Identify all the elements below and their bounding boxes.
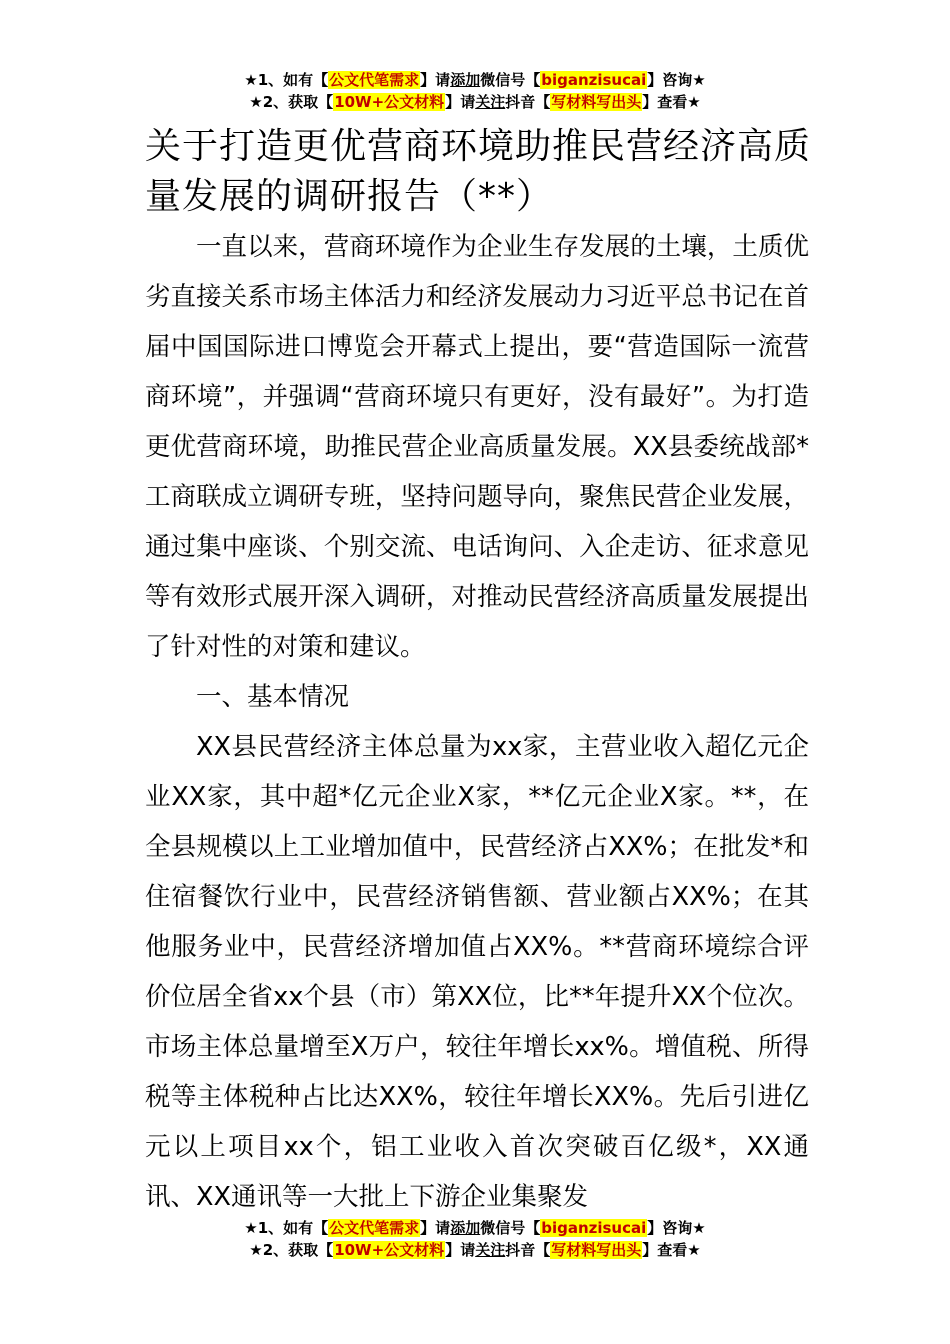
banner-highlight: 写材料写出头 bbox=[551, 93, 642, 111]
banner-text: ★2、获取【 bbox=[249, 1241, 334, 1259]
banner-highlight: 写材料写出头 bbox=[551, 1241, 642, 1259]
banner-line-1 bbox=[0, 69, 950, 91]
banner-text: ★1、如有【 bbox=[244, 71, 329, 89]
banner-highlight: biganzisucai bbox=[541, 1219, 647, 1237]
banner-text: 】查看★ bbox=[642, 93, 701, 111]
top-banner bbox=[0, 69, 950, 113]
banner-text: ★1、如有【 bbox=[244, 1219, 329, 1237]
banner-text: 微信号【 bbox=[480, 71, 541, 89]
banner-text: 微信号【 bbox=[480, 1219, 541, 1237]
banner-highlight: 10W+公文材料 bbox=[334, 93, 445, 111]
document-title: 关于打造更优营商环境助推民营经济高质量发展的调研报告（**） bbox=[145, 126, 812, 217]
banner-line-2 bbox=[0, 1239, 950, 1261]
banner-text: 】请 bbox=[420, 1219, 451, 1237]
banner-underlined: 添加 bbox=[450, 1219, 481, 1237]
banner-highlight: 公文代笔需求 bbox=[329, 71, 420, 89]
document-body bbox=[145, 222, 809, 1222]
banner-text: 抖音【 bbox=[505, 93, 551, 111]
banner-text: 】请 bbox=[420, 71, 451, 89]
banner-text: ★2、获取【 bbox=[249, 93, 334, 111]
banner-text: 】请 bbox=[445, 1241, 476, 1259]
banner-text: 抖音【 bbox=[505, 1241, 551, 1259]
banner-highlight: 公文代笔需求 bbox=[329, 1219, 420, 1237]
banner-highlight: biganzisucai bbox=[541, 71, 647, 89]
banner-underlined: 添加 bbox=[450, 71, 481, 89]
banner-highlight: 10W+公文材料 bbox=[334, 1241, 445, 1259]
banner-text: 】查看★ bbox=[642, 1241, 701, 1259]
banner-underlined: 关注 bbox=[475, 1241, 506, 1259]
body-paragraph: XX县民营经济主体总量为xx家，主营业收入超亿元企业XX家，其中超*亿元企业X家，**亿元企业X家。**，在全县规模以上工业增加值中，民营经济占XX%；在批发*和住宿餐饮行业中，民营经济销售额、营业额占XX%；在其他服务业中，民营经济增加值占XX%。**营商环境综合评价位居全省xx个县（市）第XX位，比**年提升XX个位次。市场主体总量增至X万户，较往年增长xx%。增值税、所得税等主体税种占比达XX%，较往年增长XX%。先后引进亿元以上项目xx个，铝工业收入首次突破百亿级*，XX通讯、XX通讯等一大批上下游企业集聚发 bbox=[145, 732, 809, 1212]
banner-text: 】咨询★ bbox=[647, 71, 706, 89]
banner-line-1 bbox=[0, 1217, 950, 1239]
intro-paragraph: 一直以来，营商环境作为企业生存发展的土壤，土质优劣直接关系市场主体活力和经济发展动力习近平总书记在首届中国国际进口博览会开幕式上提出，要“营造国际一流营商环境”，并强调“营商环境只有更好，没有最好”。为打造更优营商环境，助推民营企业高质量发展。XX县委统战部*工商联成立调研专班，坚持问题导向，聚焦民营企业发展，通过集中座谈、个别交流、电话询问、入企走访、征求意见等有效形式展开深入调研，对推动民营经济高质量发展提出了针对性的对策和建议。 bbox=[145, 232, 809, 662]
banner-text: 】咨询★ bbox=[647, 1219, 706, 1237]
bottom-banner bbox=[0, 1217, 950, 1261]
banner-text: 】请 bbox=[445, 93, 476, 111]
section-heading: 一、基本情况 bbox=[196, 682, 350, 712]
banner-underlined: 关注 bbox=[475, 93, 506, 111]
banner-line-2 bbox=[0, 91, 950, 113]
